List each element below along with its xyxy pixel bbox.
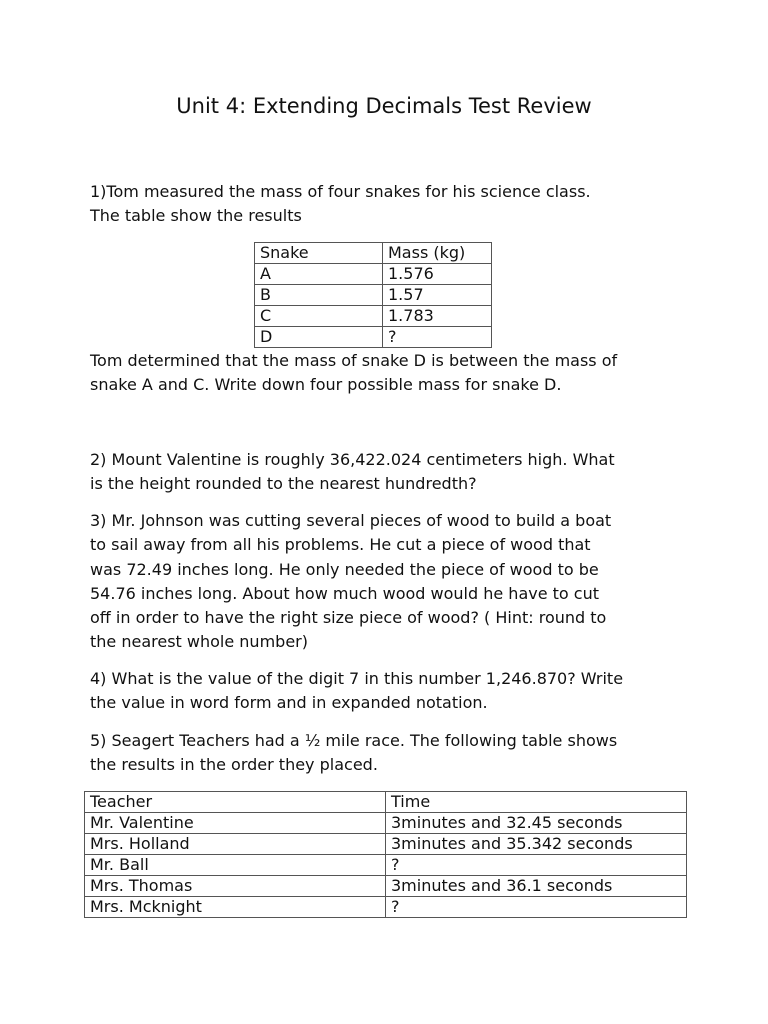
table-cell: Mrs. Thomas bbox=[85, 876, 386, 897]
table-cell: A bbox=[255, 264, 383, 285]
table-header-cell: Teacher bbox=[85, 792, 386, 813]
table-cell: Mrs. Mcknight bbox=[85, 897, 386, 918]
text-line: 1)Tom measured the mass of four snakes for his science class. bbox=[90, 182, 591, 201]
table-cell: 3minutes and 35.342 seconds bbox=[386, 834, 687, 855]
text-line: 3) Mr. Johnson was cutting several pieces of wood to build a boat bbox=[90, 511, 612, 530]
table-row bbox=[85, 876, 687, 897]
table-row bbox=[85, 813, 687, 834]
text-line: 4) What is the value of the digit 7 in this number 1,246.870? Write bbox=[90, 669, 624, 688]
text-line: the results in the order they placed. bbox=[90, 755, 378, 775]
table-cell: 1.783 bbox=[383, 306, 492, 327]
table-cell: B bbox=[255, 285, 383, 306]
table-row bbox=[85, 855, 687, 876]
question-3 bbox=[90, 509, 690, 655]
page-title: Unit 4: Extending Decimals Test Review bbox=[176, 94, 592, 118]
table-cell: C bbox=[255, 306, 383, 327]
text-line: off in order to have the right size piece of wood? ( Hint: round to bbox=[90, 608, 607, 628]
table-header-cell: Snake bbox=[255, 243, 383, 264]
table-cell: Mr. Ball bbox=[85, 855, 386, 876]
text-line: snake A and C. Write down four possible mass for snake D. bbox=[90, 375, 562, 395]
question-1-intro bbox=[90, 180, 690, 229]
question-5-intro bbox=[90, 729, 690, 778]
table-header-cell: Time bbox=[386, 792, 687, 813]
table-cell: 1.576 bbox=[383, 264, 492, 285]
table-cell: ? bbox=[383, 327, 492, 348]
table-header-cell: Mass (kg) bbox=[383, 243, 492, 264]
question-4 bbox=[90, 667, 690, 716]
text-line: 2) Mount Valentine is roughly 36,422.024 centimeters high. What bbox=[90, 450, 615, 469]
table-row bbox=[255, 264, 492, 285]
table-cell: D bbox=[255, 327, 383, 348]
text-line: The table show the results bbox=[90, 206, 302, 226]
question-2 bbox=[90, 448, 690, 497]
table-cell: 3minutes and 36.1 seconds bbox=[386, 876, 687, 897]
table-row bbox=[255, 327, 492, 348]
table-header-row bbox=[255, 243, 492, 264]
table-cell: 3minutes and 32.45 seconds bbox=[386, 813, 687, 834]
text-line: to sail away from all his problems. He cut a piece of wood that bbox=[90, 535, 591, 555]
table-cell: Mr. Valentine bbox=[85, 813, 386, 834]
table-row bbox=[255, 285, 492, 306]
question-1-followup bbox=[90, 349, 690, 398]
table-cell: ? bbox=[386, 897, 687, 918]
table-row bbox=[255, 306, 492, 327]
table-header-row bbox=[85, 792, 687, 813]
text-line: Tom determined that the mass of snake D is between the mass of bbox=[90, 351, 618, 370]
table-row bbox=[85, 897, 687, 918]
text-line: 5) Seagert Teachers had a ½ mile race. The following table shows bbox=[90, 731, 618, 750]
text-line: was 72.49 inches long. He only needed the piece of wood to be bbox=[90, 559, 599, 579]
text-line: the nearest whole number) bbox=[90, 632, 308, 652]
table-cell: ? bbox=[386, 855, 687, 876]
table-cell: 1.57 bbox=[383, 285, 492, 306]
race-results-table bbox=[84, 791, 687, 918]
table-row bbox=[85, 834, 687, 855]
table-cell: Mrs. Holland bbox=[85, 834, 386, 855]
snake-mass-table bbox=[254, 242, 492, 348]
text-line: 54.76 inches long. About how much wood would he have to cut bbox=[90, 583, 600, 603]
text-line: the value in word form and in expanded notation. bbox=[90, 693, 488, 713]
text-line: is the height rounded to the nearest hundredth? bbox=[90, 474, 477, 494]
